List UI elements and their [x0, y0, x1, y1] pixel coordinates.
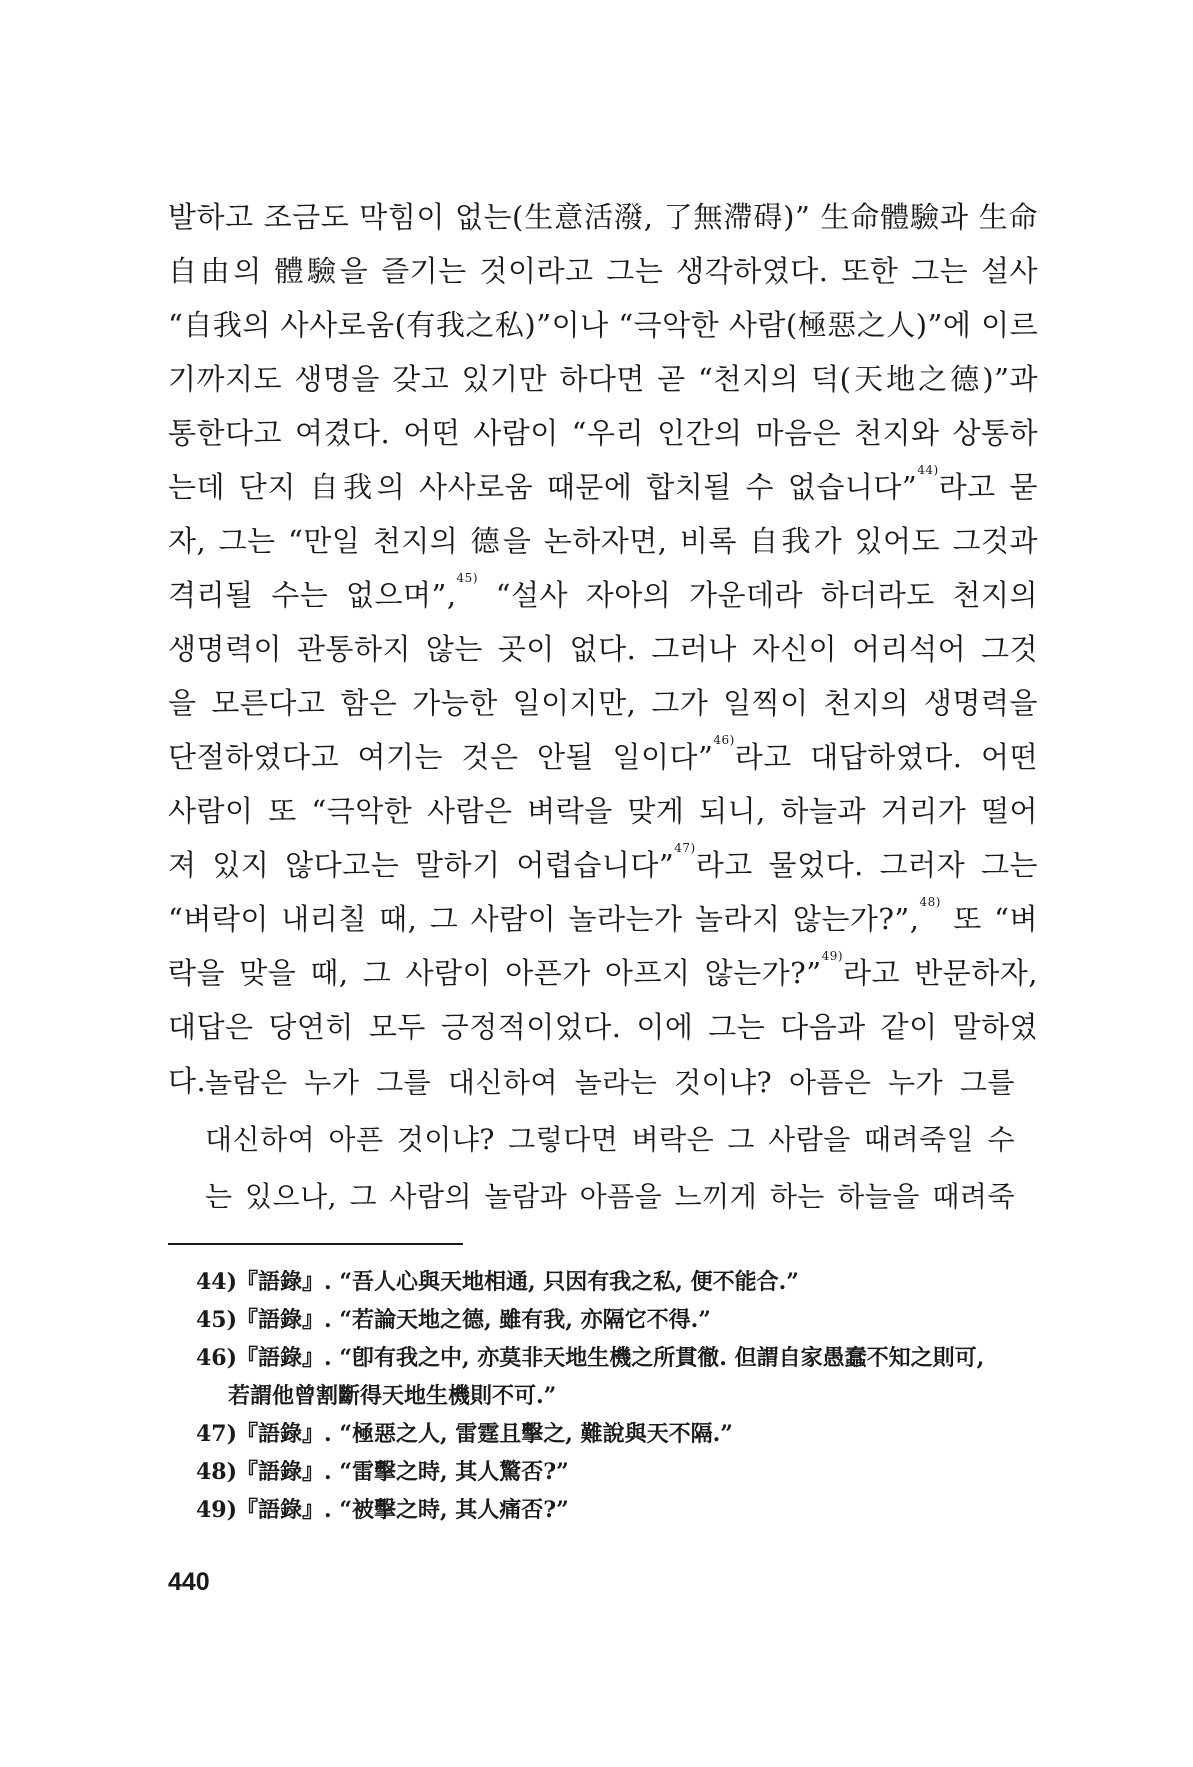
note-ref-47: 47)	[674, 841, 696, 855]
footnote-number: 46)	[196, 1345, 238, 1371]
footnote-text: 『語錄』. “若論天地之德, 雖有我, 亦隔它不得.”	[236, 1307, 711, 1333]
body-line-15-text: 락을 맞을 때, 그 사람이 아픈가 아프지 않는가?”	[168, 956, 822, 990]
footnote-48	[196, 1453, 1046, 1491]
footnote-number: 49)	[196, 1497, 238, 1523]
body-line-14	[168, 892, 1038, 946]
body-line-11-tail: 라고 대답하였다. 어떤	[734, 740, 1038, 774]
body-line-11-text: 단절하였다고 여기는 것은 안될 일이다”	[168, 740, 714, 774]
body-line-5: 통한다고 여겼다. 어떤 사람이 “우리 인간의 마음은 천지와 상통하	[168, 416, 1038, 450]
footnote-text: 『語錄』. “卽有我之中, 亦莫非天地生機之所貫徹. 但謂自家愚蠢不知之則可,	[236, 1345, 985, 1371]
body-line-8	[168, 568, 1038, 622]
footnote-number: 47)	[196, 1421, 238, 1447]
body-text	[168, 190, 1038, 1108]
footnote-46-continued	[196, 1377, 1046, 1415]
footnote-45	[196, 1301, 1046, 1339]
footnote-number: 48)	[196, 1459, 238, 1485]
body-line-14-text: “벼락이 내리칠 때, 그 사람이 놀라는가 놀라지 않는가?”,	[168, 902, 920, 936]
body-line-6	[168, 460, 1038, 514]
note-ref-46: 46)	[713, 733, 735, 747]
note-ref-48: 48)	[919, 895, 941, 909]
body-line-14-tail: 또 “벼	[940, 902, 1038, 936]
body-line-13-text: 져 있지 않다고는 말하기 어렵습니다”	[168, 848, 675, 882]
body-line-11	[168, 730, 1038, 784]
quote-line-2: 대신하여 아픈 것이냐? 그렇다면 벼락은 그 사람을 때려죽일 수	[205, 1123, 1015, 1156]
body-line-13	[168, 838, 1038, 892]
footnotes	[196, 1263, 1046, 1529]
body-line-6-text: 는데 단지 自我의 사사로움 때문에 합치될 수 없습니다”	[168, 470, 918, 504]
body-line-13-tail: 라고 물었다. 그러자 그는	[695, 848, 1038, 882]
footnote-47	[196, 1415, 1046, 1453]
body-line-4: 기까지도 생명을 갖고 있기만 하다면 곧 “천지의 덕(天地之德)”과	[168, 362, 1038, 396]
footnote-text: 『語錄』. “雷擊之時, 其人驚否?”	[236, 1459, 569, 1485]
footnote-49	[196, 1491, 1046, 1529]
body-line-17: 다.	[168, 1064, 207, 1098]
footnote-number: 45)	[196, 1307, 238, 1333]
quote-line-3: 는 있으나, 그 사람의 놀람과 아픔을 느끼게 하는 하늘을 때려죽	[205, 1180, 1015, 1213]
body-line-8-text: 격리될 수는 없으며”,	[168, 578, 457, 612]
body-line-3: “自我의 사사로움(有我之私)”이나 “극악한 사람(極惡之人)”에 이르	[168, 308, 1039, 342]
footnote-text: 『語錄』. “吾人心與天地相通, 只因有我之私, 便不能合.”	[236, 1269, 799, 1295]
footnote-44	[196, 1263, 1046, 1301]
body-line-15	[168, 946, 1038, 1000]
note-ref-49: 49)	[821, 949, 844, 963]
footnote-text: 『語錄』. “極惡之人, 雷霆且擊之, 難說與天不隔.”	[236, 1421, 733, 1447]
footnote-text: 『語錄』. “被擊之時, 其人痛否?”	[236, 1497, 569, 1523]
quote-line-1: 놀람은 누가 그를 대신하여 놀라는 것이냐? 아픔은 누가 그를	[205, 1066, 1015, 1099]
body-line-6-tail: 라고 묻	[938, 470, 1038, 504]
body-line-12: 사람이 또 “극악한 사람은 벼락을 맞게 되니, 하늘과 거리가 떨어	[168, 794, 1038, 828]
body-line-8-tail: “설사 자아의 가운데라 하더라도 천지의	[478, 578, 1038, 612]
body-line-9: 생명력이 관통하지 않는 곳이 없다. 그러나 자신이 어리석어 그것	[168, 632, 1038, 666]
body-line-1: 발하고 조금도 막힘이 없는(生意活潑, 了無滯碍)” 生命體驗과 生命	[168, 200, 1038, 234]
footnote-46	[196, 1339, 1046, 1377]
page-number: 440	[168, 1568, 210, 1596]
footnote-text: 若謂他曾割斷得天地生機則不可.”	[228, 1383, 557, 1409]
note-ref-44: 44)	[917, 463, 939, 477]
body-line-7: 자, 그는 “만일 천지의 德을 논하자면, 비록 自我가 있어도 그것과	[168, 524, 1038, 558]
body-line-2: 自由의 體驗을 즐기는 것이라고 그는 생각하였다. 또한 그는 설사	[168, 254, 1038, 288]
body-line-16: 대답은 당연히 모두 긍정적이었다. 이에 그는 다음과 같이 말하였	[168, 1010, 1038, 1044]
note-ref-45: 45)	[456, 571, 478, 585]
body-line-10: 을 모른다고 함은 가능한 일이지만, 그가 일찍이 천지의 생명력을	[168, 686, 1038, 720]
footnote-divider	[168, 1243, 463, 1245]
block-quote	[205, 1054, 1015, 1225]
footnote-number: 44)	[196, 1269, 238, 1295]
body-line-15-tail: 라고 반문하자,	[843, 956, 1038, 990]
